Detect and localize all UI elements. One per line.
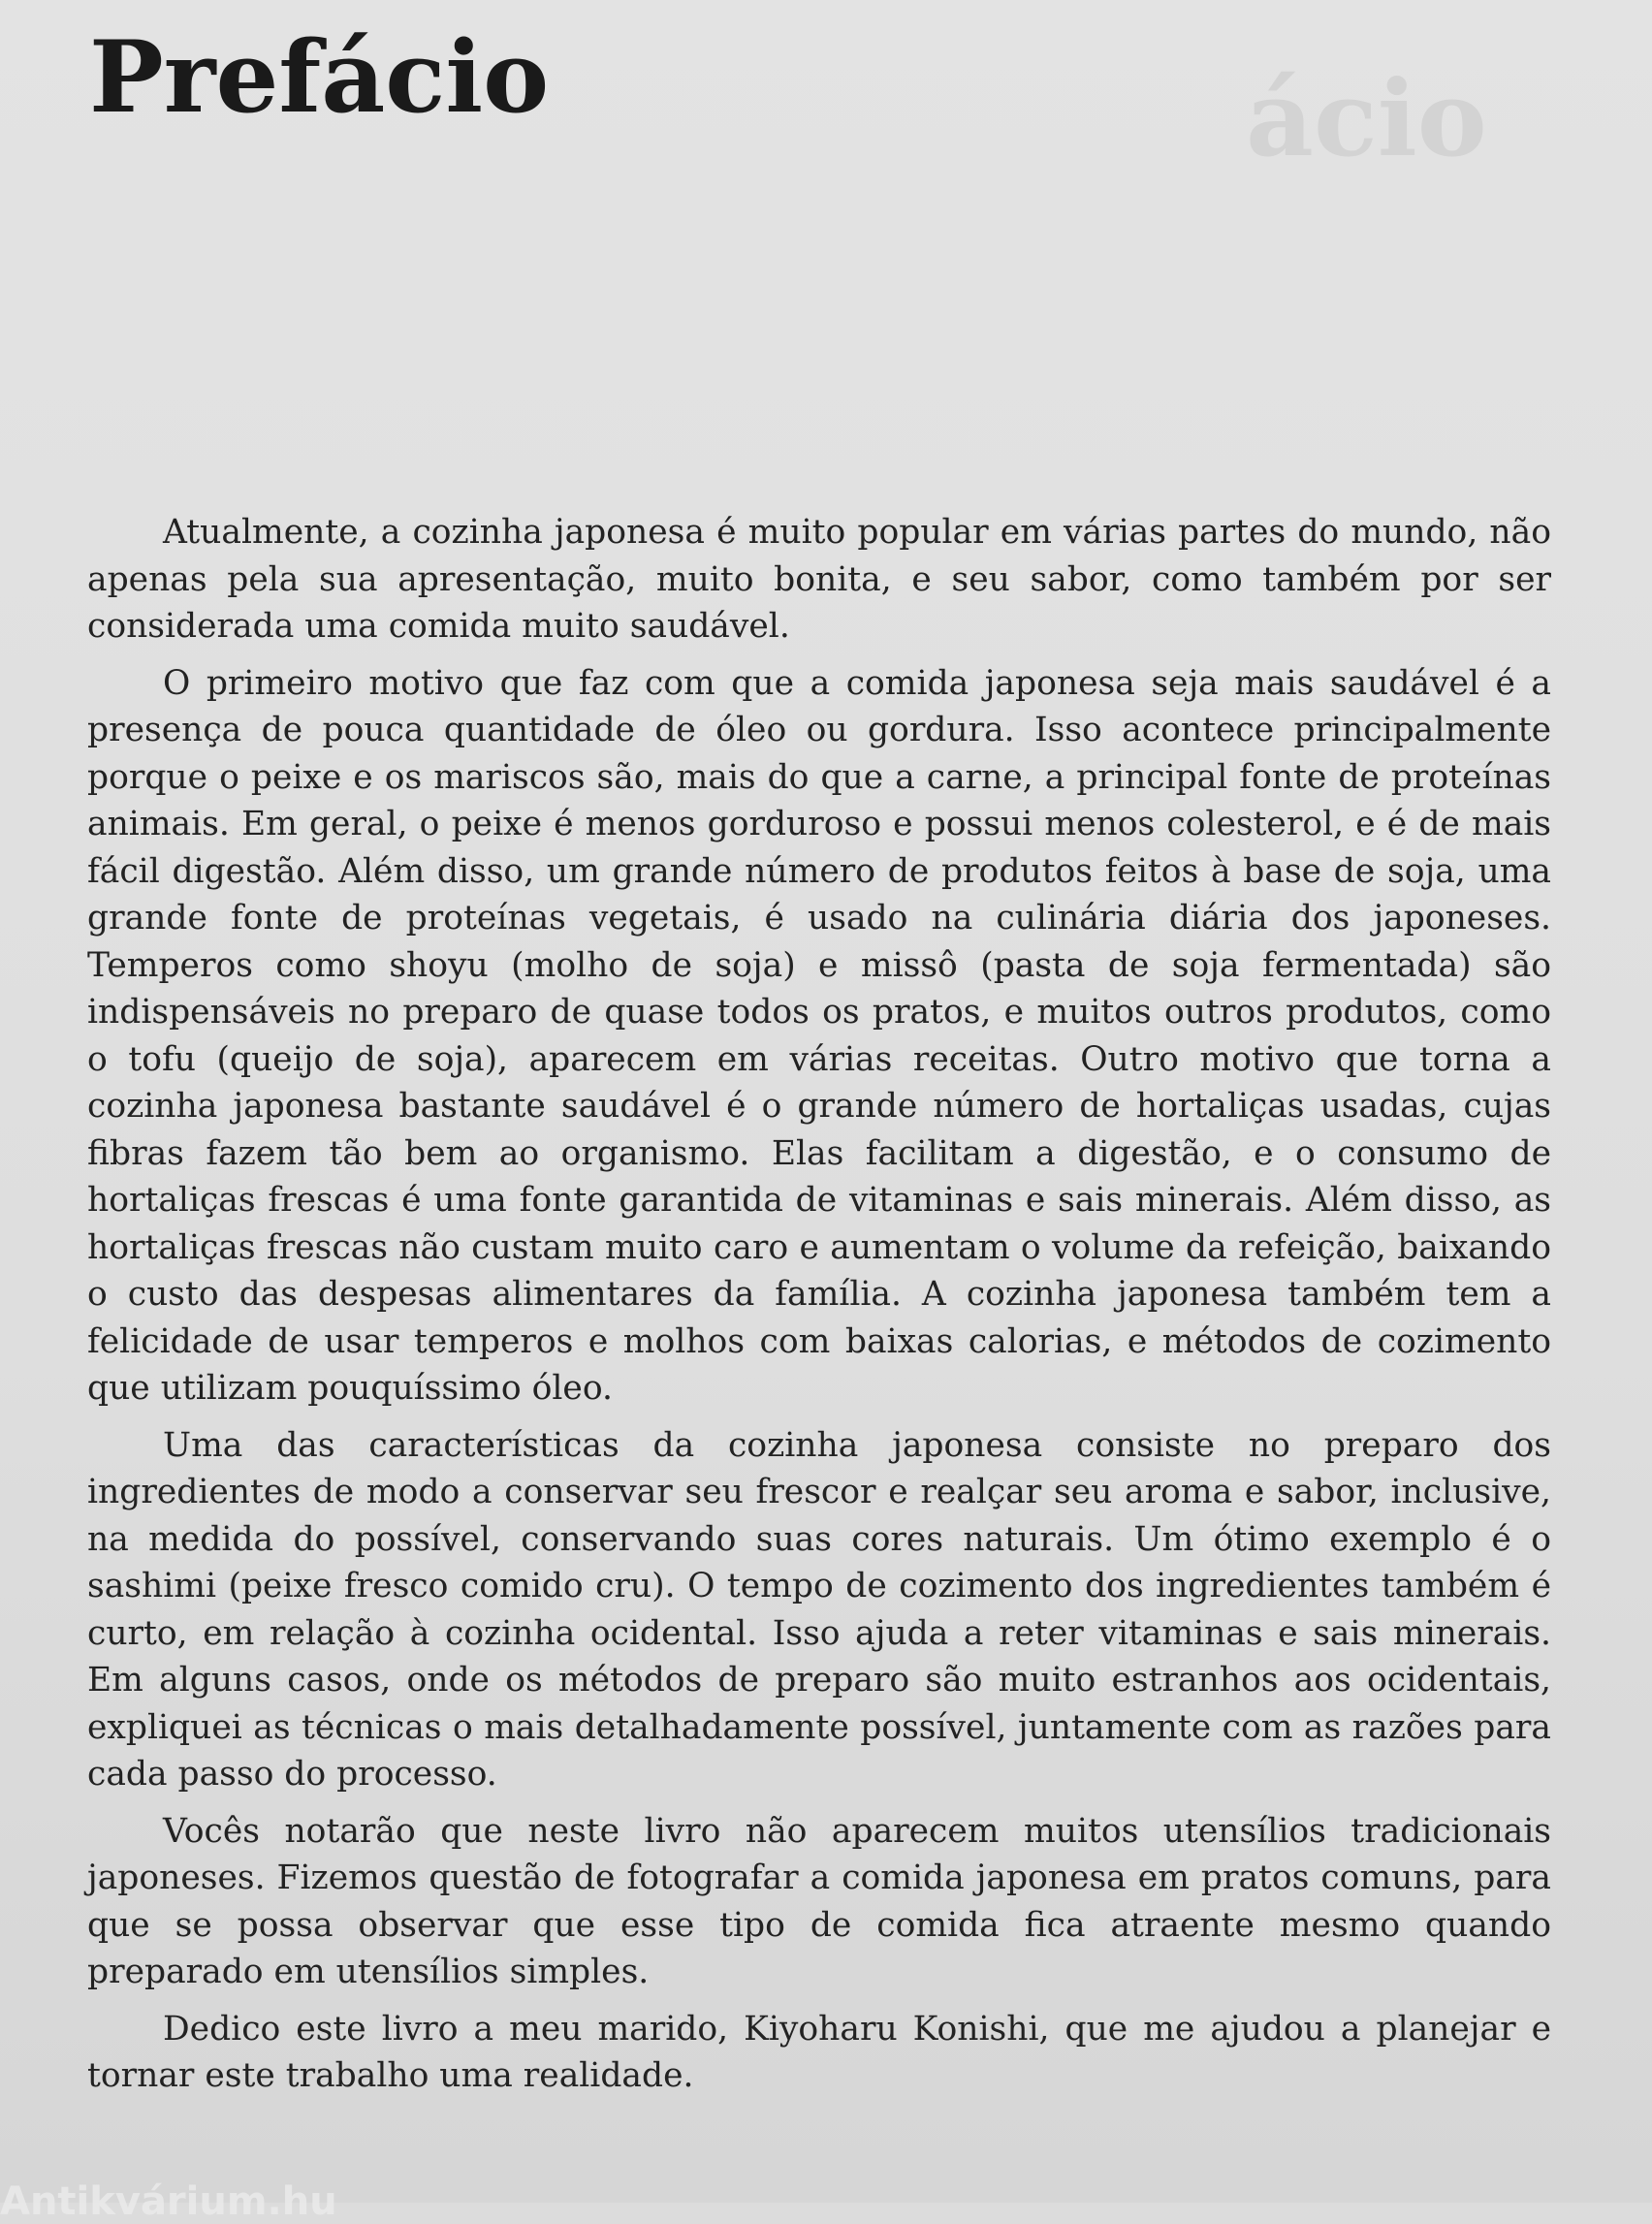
bleed-through-title: ácio xyxy=(1246,58,1487,180)
watermark: Antikvárium.hu xyxy=(0,2179,337,2224)
preface-body xyxy=(87,509,1551,2110)
paragraph-3: Uma das características da cozinha japonesa consiste no preparo dos ingredientes de modo a conservar seu frescor e realçar seu aroma e sabor, inclusive, na medida do possível, conservando suas cores naturais. Um ótimo exemplo é o sashimi (peixe fresco comido cru). O tempo de cozimento dos ingredientes também é curto, em relação à cozinha ocidental. Isso ajuda a reter vitaminas e sais minerais. Em alguns casos, onde os métodos de preparo são muito estranhos aos ocidentais, expliquei as técnicas o mais detalhadamente possível, juntamente com as razões para cada passo do processo. xyxy=(87,1425,1551,1794)
page-title: Prefácio xyxy=(89,19,550,136)
paragraph-4: Vocês notarão que neste livro não aparecem muitos utensílios tradicionais japoneses. Fizemos questão de fotografar a comida japonesa em pratos comuns, para que se possa observar que esse tipo de comida fica atraente mesmo quando preparado em utensílios simples. xyxy=(87,1811,1551,1991)
paragraph-2: O primeiro motivo que faz com que a comida japonesa seja mais saudável é a presença de pouca quantidade de óleo ou gordura. Isso acontece principalmente porque o peixe e os mariscos são, mais do que a carne, a principal fonte de proteínas animais. Em geral, o peixe é menos gorduroso e possui menos colesterol, e é de mais fácil digestão. Além disso, um grande número de produtos feitos à base de soja, uma grande fonte de proteínas vegetais, é usado na culinária diária dos japoneses. Temperos como shoyu (molho de soja) e missô (pasta de soja fermentada) são indispensáveis no preparo de quase todos os pratos, e muitos outros produtos, como o tofu (queijo de soja), aparecem em várias receitas. Outro motivo que torna a cozinha japonesa bastante saudável é o grande número de hortaliças usadas, cujas fibras fazem tão bem ao organismo. Elas facilitam a digestão, e o consumo de hortaliças frescas é uma fonte garantida de vitaminas e sais minerais. Além disso, as hortaliças frescas não custam muito caro e aumentam o volume da refeição, baixando o custo das despesas alimentares da família. A cozinha japonesa também tem a felicidade de usar temperos e molhos com baixas calorias, e métodos de cozimento que utilizam pouquíssimo óleo. xyxy=(87,663,1551,1408)
paragraph-5: Dedico este livro a meu marido, Kiyoharu Konishi, que me ajudou a planejar e tornar este trabalho uma realidade. xyxy=(87,2009,1551,2095)
paragraph-1: Atualmente, a cozinha japonesa é muito popular em várias partes do mundo, não apenas pela sua apresentação, muito bonita, e seu sabor, como também por ser considerada uma comida muito saudável. xyxy=(87,513,1551,646)
